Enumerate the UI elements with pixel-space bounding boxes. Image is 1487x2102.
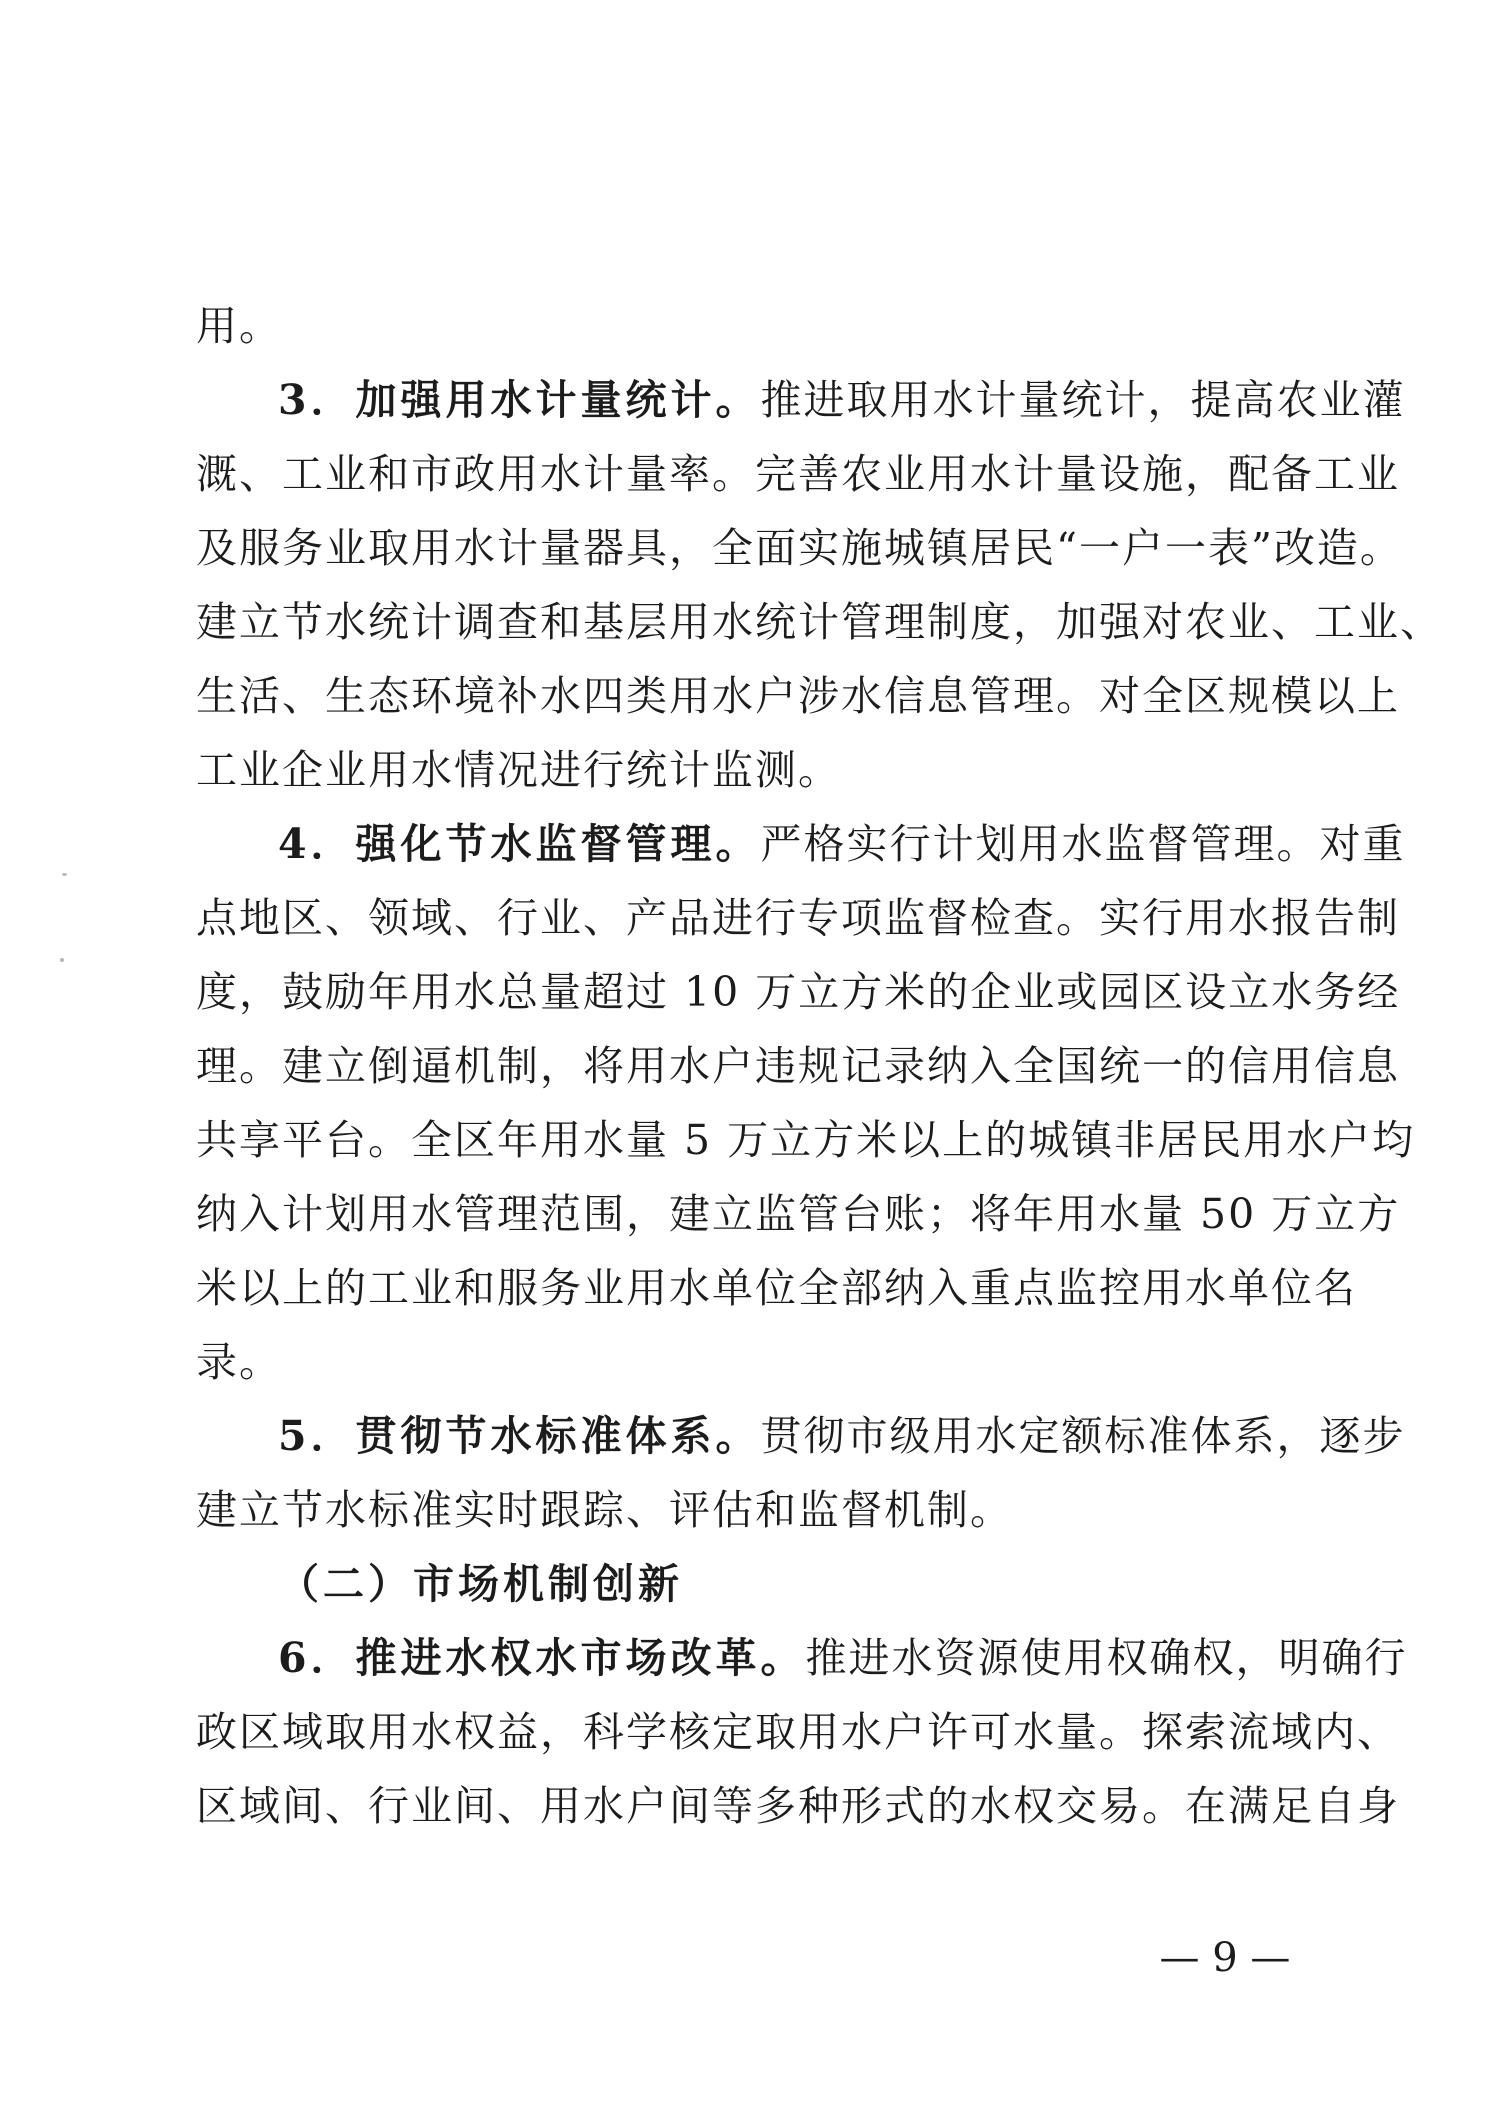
section-3-heading: 3．加强用水计量统计。 (278, 376, 761, 424)
line-text: 纳入计划用水管理范围，建立监管台账；将年用水量 50 万立方 (196, 1190, 1401, 1238)
line-text: 度，鼓励年用水总量超过 10 万立方米的企业或园区设立水务经 (196, 968, 1401, 1016)
section-4-heading-line (278, 808, 1406, 880)
text-line-20 (196, 1696, 1400, 1768)
line-text: 区域间、行业间、用水户间等多种形式的水权交易。在满足自身 (196, 1782, 1400, 1830)
text-line-17 (196, 1474, 1296, 1546)
text-line-1 (196, 290, 1296, 362)
section-6-heading: 6．推进水权水市场改革。 (278, 1634, 806, 1682)
text-line-6 (196, 660, 1400, 732)
text-line-10 (196, 956, 1401, 1028)
line-text: 点地区、领域、行业、产品进行专项监督检查。实行用水报告制 (196, 894, 1400, 942)
line-text: 理。建立倒逼机制，将用水户违规记录纳入全国统一的信用信息 (196, 1042, 1400, 1090)
scan-speck (62, 873, 67, 876)
text-line-15 (196, 1326, 1296, 1398)
section-3-heading-line (278, 364, 1406, 436)
text-line-3 (196, 438, 1400, 510)
section-5-heading-line (278, 1400, 1406, 1472)
scan-speck (60, 958, 64, 962)
line-text: 生活、生态环境补水四类用水户涉水信息管理。对全区规模以上 (196, 672, 1400, 720)
section-5-heading: 5．贯彻节水标准体系。 (278, 1412, 761, 1460)
page-number: — 9 — (1159, 1935, 1291, 1981)
line-text: 贯彻市级用水定额标准体系，逐步 (760, 1412, 1406, 1460)
section-4-heading: 4．强化节水监督管理。 (278, 820, 761, 868)
line-text: 及服务业取用水计量器具，全面实施城镇居民“一户一表”改造。 (196, 524, 1403, 572)
line-text: 录。 (196, 1338, 282, 1386)
text-line-7 (196, 734, 1296, 806)
line-text: 溉、工业和市政用水计量率。完善农业用水计量设施，配备工业 (196, 450, 1400, 498)
text-line-14 (196, 1252, 1357, 1324)
subsection-heading: （二）市场机制创新 (278, 1560, 683, 1608)
line-text: 政区域取用水权益，科学核定取用水户许可水量。探索流域内、 (196, 1708, 1400, 1756)
text-line-9 (196, 882, 1400, 954)
line-text: 共享平台。全区年用水量 5 万立方米以上的城镇非居民用水户均 (196, 1116, 1416, 1164)
line-text: 推进水资源使用权确权，明确行 (805, 1634, 1408, 1682)
line-text: 推进取用水计量统计，提高农业灌 (760, 376, 1406, 424)
section-6-heading-line (278, 1622, 1408, 1694)
text-line-21 (196, 1770, 1400, 1842)
text-line-12 (196, 1104, 1416, 1176)
text-line-4 (196, 512, 1403, 584)
text-line-13 (196, 1178, 1401, 1250)
line-text: 工业企业用水情况进行统计监测。 (196, 746, 841, 794)
line-text: 建立节水统计调查和基层用水统计管理制度，加强对农业、工业、 (196, 598, 1443, 646)
line-text: 严格实行计划用水监督管理。对重 (760, 820, 1406, 868)
text-line-11 (196, 1030, 1400, 1102)
line-text: 用。 (196, 302, 282, 350)
line-text: 建立节水标准实时跟踪、评估和监督机制。 (196, 1486, 1013, 1534)
text-line-5 (196, 586, 1443, 658)
line-text: 米以上的工业和服务业用水单位全部纳入重点监控用水单位名 (196, 1264, 1357, 1312)
